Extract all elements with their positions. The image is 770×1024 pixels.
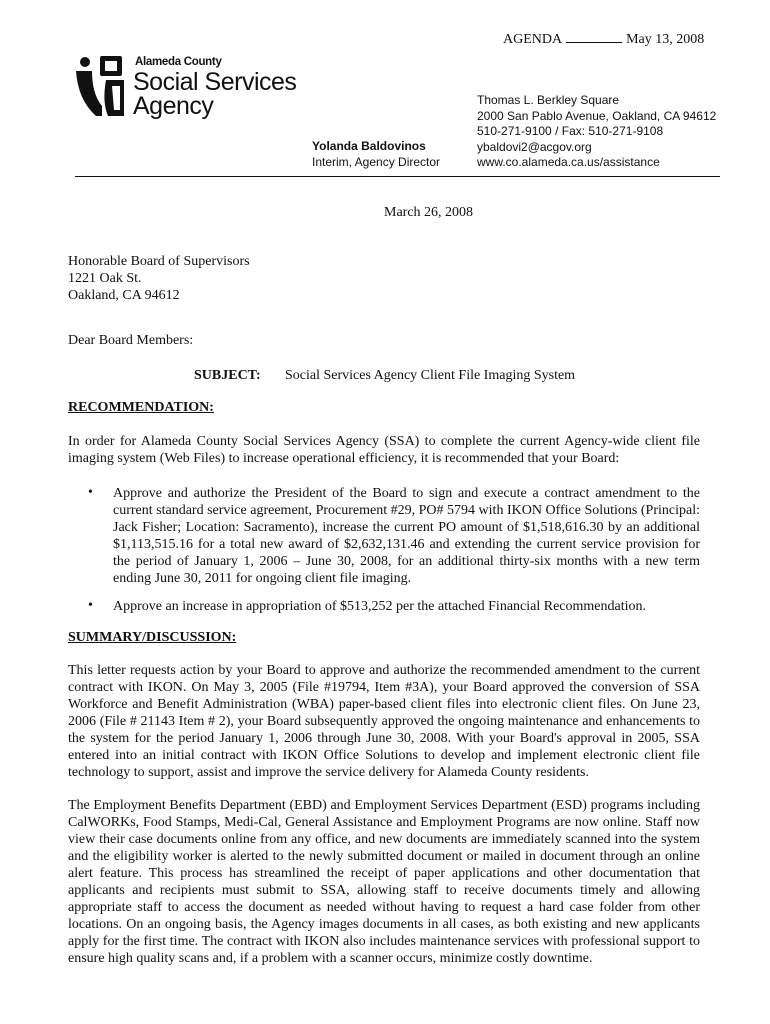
recommendation-intro: In order for Alameda County Social Services Agency (SSA) to complete the current Agency-wide client file imaging system (Web Files) to increase operational efficiency, it is recommended that your Board:	[68, 434, 700, 466]
email-line: ybaldovi2@acgov.org	[477, 139, 592, 154]
agenda-line	[503, 32, 704, 48]
director-block	[312, 138, 440, 170]
recipient-line: Oakland, CA 94612	[68, 288, 180, 303]
subject-text: Social Services Agency Client File Imaging System	[285, 368, 576, 383]
agenda-blank	[566, 32, 622, 43]
address-line: Thomas L. Berkley Square	[477, 93, 620, 107]
summary-paragraph: This letter requests action by your Board to approve and authorize the recommended amendment to the current contract with IKON. On May 3, 2005 (File #19794, Item #3A), your Board approved the conversion of SSA Workforce and Benefit Administration (WBA) paper-based client files into electronic client files. On June 23, 2006 (File # 21143 Item # 2), your Board subsequently approved the ongoing maintenance and enhancements to the system for the period January 1, 2006 through June 30, 2008. With your Board's approval in 2005, SSA entered into an initial contract with IKON Office Solutions to develop and implement electronic client file technology to support, assist and improve the service delivery for Alameda County residents.	[68, 663, 700, 780]
bullet-marker: •	[88, 485, 93, 500]
summary-heading: SUMMARY/DISCUSSION:	[68, 630, 237, 645]
subject-line	[194, 368, 575, 384]
recipient-line: Honorable Board of Supervisors	[68, 254, 250, 269]
subject-label: SUBJECT:	[194, 368, 261, 383]
recipient-address	[68, 253, 250, 304]
phone-fax-line: 510-271-9100 / Fax: 510-271-9108	[477, 124, 664, 138]
agency-name-line-2: Agency	[133, 92, 214, 120]
bullet-marker: •	[88, 598, 93, 613]
summary-paragraph: The Employment Benefits Department (EBD) and Employment Services Department (ESD) programs including CalWORKs, Food Stamps, Medi-Cal, General Assistance and Employment Programs are now online. Staff now view their case documents online from any office, and new documents are immediately scanned into the system and the eligibility worker is alerted to the newly submitted document or mailed in document through an online alert feature. This process has streamlined the receipt of paper applications and other documentation that applicants and recipients must submit to SSA, allowing staff to receive documents timely and allowing appropriate staff to access the document as needed without having to request a hard case folder from other locations. On an ongoing basis, the Agency images documents in all cases, as both existing and new applicants apply for the first time. The contract with IKON also includes maintenance services with professional support to ensure high quality scans and, if a problem with a scanner occurs, minimize costly downtime.	[68, 798, 700, 966]
agency-logo-icon	[76, 54, 126, 116]
agency-name-line-1: Social Services	[133, 68, 297, 96]
recipient-line: 1221 Oak St.	[68, 271, 142, 286]
recommendation-bullet: Approve an increase in appropriation of $513,252 per the attached Financial Recommendation.	[113, 599, 646, 614]
recommendation-bullet: Approve and authorize the President of the Board to sign and execute a contract amendment to the current standard service agreement, Procurement #29, PO# 5794 with IKON Office Solutions (Principal: Jack Fisher; Location: Sacramento), increase the current PO amount of $1,518,616.30 by an additional $1,113,515.16 for a total new award of $2,632,131.46 and extending the current service provision for the period of January 1, 2006 – June 30, 2008, for an additional thirty-six months with a new term ending June 30, 2011 for ongoing client file imaging.	[113, 486, 700, 586]
agency-name	[133, 70, 296, 118]
letter-date: March 26, 2008	[384, 205, 474, 220]
letterhead-divider	[75, 176, 720, 177]
recommendation-heading: RECOMMENDATION:	[68, 400, 214, 415]
address-line: 2000 San Pablo Avenue, Oakland, CA 94612	[477, 108, 717, 123]
website-line: www.co.alameda.ca.us/assistance	[477, 155, 660, 169]
agenda-date: May 13, 2008	[626, 32, 705, 47]
director-title: Interim, Agency Director	[312, 155, 441, 169]
county-name: Alameda County	[135, 56, 222, 68]
director-name: Yolanda Baldovinos	[312, 139, 426, 153]
agenda-label: AGENDA	[503, 32, 563, 47]
salutation: Dear Board Members:	[68, 333, 194, 348]
address-block	[477, 93, 716, 171]
